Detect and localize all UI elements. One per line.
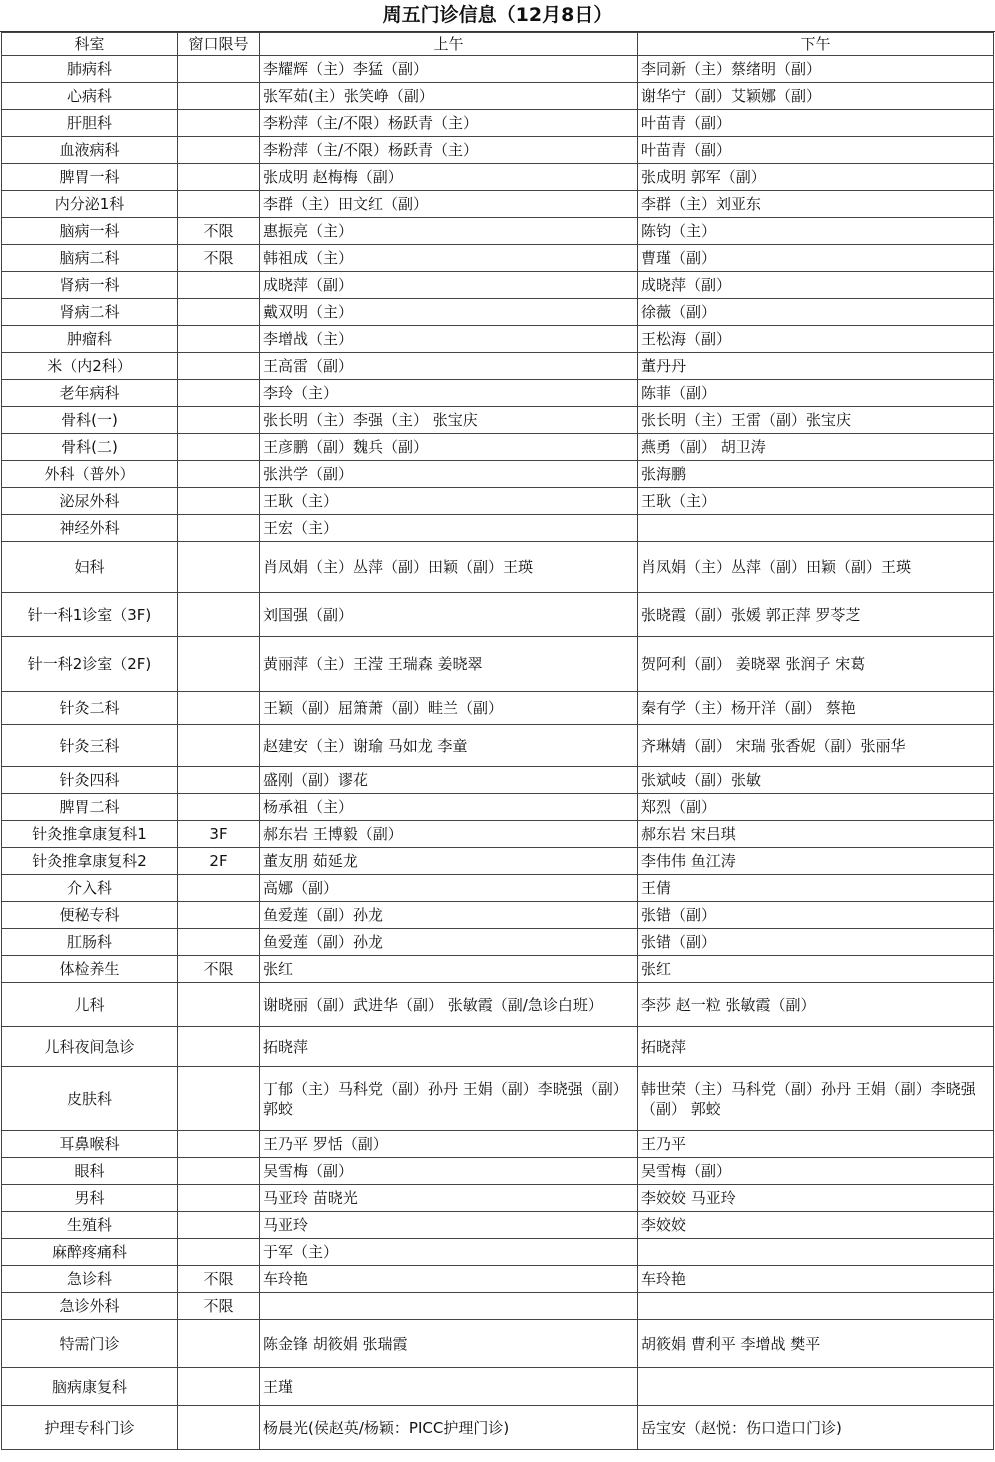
morning-cell: 高娜（副）	[260, 875, 638, 902]
table-row	[2, 110, 994, 137]
department-cell: 骨科(一)	[2, 407, 178, 434]
morning-cell: 张洪学（副）	[260, 461, 638, 488]
table-row	[2, 353, 994, 380]
window-limit-cell	[178, 1406, 260, 1450]
department-cell: 特需门诊	[2, 1320, 178, 1368]
window-limit-cell	[178, 1212, 260, 1239]
afternoon-cell: 王耿（主）	[638, 488, 994, 515]
department-cell: 内分泌1科	[2, 191, 178, 218]
afternoon-cell: 李伟伟 鱼江涛	[638, 848, 994, 875]
afternoon-cell	[638, 515, 994, 542]
table-row	[2, 137, 994, 164]
department-cell: 眼科	[2, 1158, 178, 1185]
table-row	[2, 1368, 994, 1406]
header-row	[2, 33, 994, 56]
afternoon-cell: 曹瑾（副）	[638, 245, 994, 272]
window-limit-cell: 不限	[178, 245, 260, 272]
department-cell: 男科	[2, 1185, 178, 1212]
department-cell: 泌尿外科	[2, 488, 178, 515]
afternoon-cell: 张错（副）	[638, 902, 994, 929]
department-cell: 儿科夜间急诊	[2, 1027, 178, 1067]
morning-cell: 车玲艳	[260, 1266, 638, 1293]
table-row	[2, 725, 994, 767]
department-cell: 肛肠科	[2, 929, 178, 956]
table-row	[2, 56, 994, 83]
afternoon-cell: 董丹丹	[638, 353, 994, 380]
afternoon-cell: 秦有学（主）杨开洋（副） 蔡艳	[638, 692, 994, 725]
morning-cell: 戴双明（主）	[260, 299, 638, 326]
department-cell: 骨科(二)	[2, 434, 178, 461]
table-row	[2, 848, 994, 875]
table-row	[2, 434, 994, 461]
table-row	[2, 593, 994, 637]
table-row	[2, 488, 994, 515]
window-limit-cell	[178, 929, 260, 956]
window-limit-cell: 3F	[178, 821, 260, 848]
morning-cell: 丁郁（主）马科党（副）孙丹 王娟（副）李晓强（副） 郭蛟	[260, 1067, 638, 1131]
table-row	[2, 1212, 994, 1239]
table-row	[2, 767, 994, 794]
morning-cell: 拓晓萍	[260, 1027, 638, 1067]
afternoon-cell: 郑烈（副）	[638, 794, 994, 821]
table-row	[2, 1266, 994, 1293]
department-cell: 急诊科	[2, 1266, 178, 1293]
window-limit-cell	[178, 983, 260, 1027]
afternoon-cell: 徐薇（副）	[638, 299, 994, 326]
window-limit-cell	[178, 272, 260, 299]
morning-cell: 张军茹(主）张笑峥（副）	[260, 83, 638, 110]
window-limit-cell: 不限	[178, 1293, 260, 1320]
window-limit-cell	[178, 593, 260, 637]
department-cell: 体检养生	[2, 956, 178, 983]
window-limit-cell	[178, 83, 260, 110]
afternoon-cell: 韩世荣（主）马科党（副）孙丹 王娟（副）李晓强（副） 郭蛟	[638, 1067, 994, 1131]
table-row	[2, 164, 994, 191]
department-cell: 外科（普外）	[2, 461, 178, 488]
afternoon-cell: 张成明 郭军（副）	[638, 164, 994, 191]
header-department: 科室	[2, 33, 178, 56]
table-row	[2, 929, 994, 956]
morning-cell	[260, 1293, 638, 1320]
afternoon-cell: 陈钧（主）	[638, 218, 994, 245]
department-cell: 脑病一科	[2, 218, 178, 245]
morning-cell: 张红	[260, 956, 638, 983]
morning-cell: 王颖（副）屈箫萧（副）畦兰（副）	[260, 692, 638, 725]
morning-cell: 鱼爱莲（副）孙龙	[260, 902, 638, 929]
morning-cell: 于军（主）	[260, 1239, 638, 1266]
afternoon-cell: 谢华宁（副）艾颖娜（副）	[638, 83, 994, 110]
window-limit-cell	[178, 56, 260, 83]
afternoon-cell: 陈菲（副）	[638, 380, 994, 407]
morning-cell: 肖凤娟（主）丛萍（副）田颖（副）王瑛	[260, 542, 638, 593]
department-cell: 肾病二科	[2, 299, 178, 326]
window-limit-cell	[178, 767, 260, 794]
afternoon-cell: 齐琳婧（副） 宋瑞 张香妮（副）张丽华	[638, 725, 994, 767]
table-row	[2, 902, 994, 929]
morning-cell: 王耿（主）	[260, 488, 638, 515]
morning-cell: 黄丽萍（主）王滢 王瑞森 姜晓翠	[260, 637, 638, 692]
schedule-body	[2, 56, 994, 1450]
morning-cell: 鱼爱莲（副）孙龙	[260, 929, 638, 956]
table-row	[2, 637, 994, 692]
table-row	[2, 326, 994, 353]
morning-cell: 杨承祖（主）	[260, 794, 638, 821]
window-limit-cell	[178, 1067, 260, 1131]
afternoon-cell: 肖凤娟（主）丛萍（副）田颖（副）王瑛	[638, 542, 994, 593]
morning-cell: 王高雷（副）	[260, 353, 638, 380]
morning-cell: 王宏（主）	[260, 515, 638, 542]
afternoon-cell: 李同新（主）蔡绪明（副）	[638, 56, 994, 83]
window-limit-cell	[178, 299, 260, 326]
table-row	[2, 875, 994, 902]
department-cell: 便秘专科	[2, 902, 178, 929]
morning-cell: 盛刚（副）谬花	[260, 767, 638, 794]
schedule-table	[1, 32, 994, 1450]
header-afternoon: 下午	[638, 33, 994, 56]
afternoon-cell: 叶苗青（副）	[638, 137, 994, 164]
afternoon-cell: 张错（副）	[638, 929, 994, 956]
window-limit-cell	[178, 875, 260, 902]
department-cell: 米（内2科）	[2, 353, 178, 380]
window-limit-cell	[178, 1131, 260, 1158]
afternoon-cell: 吴雪梅（副）	[638, 1158, 994, 1185]
department-cell: 生殖科	[2, 1212, 178, 1239]
table-row	[2, 299, 994, 326]
afternoon-cell: 叶苗青（副）	[638, 110, 994, 137]
morning-cell: 郝东岩 王博毅（副）	[260, 821, 638, 848]
morning-cell: 韩祖成（主）	[260, 245, 638, 272]
department-cell: 肺病科	[2, 56, 178, 83]
table-row	[2, 83, 994, 110]
table-row	[2, 380, 994, 407]
morning-cell: 刘国强（副）	[260, 593, 638, 637]
department-cell: 脾胃一科	[2, 164, 178, 191]
window-limit-cell	[178, 515, 260, 542]
table-row	[2, 1067, 994, 1131]
table-row	[2, 515, 994, 542]
afternoon-cell: 车玲艳	[638, 1266, 994, 1293]
window-limit-cell	[178, 164, 260, 191]
window-limit-cell	[178, 461, 260, 488]
afternoon-cell: 王倩	[638, 875, 994, 902]
window-limit-cell	[178, 637, 260, 692]
table-row	[2, 821, 994, 848]
department-cell: 针灸二科	[2, 692, 178, 725]
table-row	[2, 245, 994, 272]
window-limit-cell	[178, 1027, 260, 1067]
window-limit-cell	[178, 380, 260, 407]
table-row	[2, 1406, 994, 1450]
department-cell: 心病科	[2, 83, 178, 110]
afternoon-cell: 王松海（副）	[638, 326, 994, 353]
afternoon-cell: 燕勇（副） 胡卫涛	[638, 434, 994, 461]
morning-cell: 王乃平 罗恬（副）	[260, 1131, 638, 1158]
window-limit-cell	[178, 1185, 260, 1212]
department-cell: 血液病科	[2, 137, 178, 164]
department-cell: 脾胃二科	[2, 794, 178, 821]
afternoon-cell: 张长明（主）王雷（副）张宝庆	[638, 407, 994, 434]
window-limit-cell	[178, 902, 260, 929]
morning-cell: 赵建安（主）谢瑜 马如龙 李童	[260, 725, 638, 767]
window-limit-cell	[178, 353, 260, 380]
afternoon-cell: 张晓霞（副）张媛 郭正萍 罗苓芝	[638, 593, 994, 637]
department-cell: 皮肤科	[2, 1067, 178, 1131]
window-limit-cell	[178, 326, 260, 353]
department-cell: 脑病二科	[2, 245, 178, 272]
table-row	[2, 1185, 994, 1212]
morning-cell: 董友朋 茹延龙	[260, 848, 638, 875]
department-cell: 针灸三科	[2, 725, 178, 767]
department-cell: 耳鼻喉科	[2, 1131, 178, 1158]
afternoon-cell	[638, 1293, 994, 1320]
window-limit-cell	[178, 137, 260, 164]
department-cell: 介入科	[2, 875, 178, 902]
window-limit-cell: 不限	[178, 956, 260, 983]
afternoon-cell: 李群（主）刘亚东	[638, 191, 994, 218]
department-cell: 神经外科	[2, 515, 178, 542]
morning-cell: 张成明 赵梅梅（副）	[260, 164, 638, 191]
header-morning: 上午	[260, 33, 638, 56]
page-title: 周五门诊信息（12月8日）	[0, 0, 995, 32]
department-cell: 针灸推拿康复科1	[2, 821, 178, 848]
department-cell: 护理专科门诊	[2, 1406, 178, 1450]
department-cell: 急诊外科	[2, 1293, 178, 1320]
afternoon-cell: 拓晓萍	[638, 1027, 994, 1067]
morning-cell: 马亚玲 苗晓光	[260, 1185, 638, 1212]
morning-cell: 马亚玲	[260, 1212, 638, 1239]
morning-cell: 李玲（主）	[260, 380, 638, 407]
morning-cell: 成晓萍（副）	[260, 272, 638, 299]
morning-cell: 李粉萍（主/不限）杨跃青（主）	[260, 137, 638, 164]
afternoon-cell: 张红	[638, 956, 994, 983]
table-row	[2, 1239, 994, 1266]
morning-cell: 杨晨光(侯赵英/杨颖：PICC护理门诊)	[260, 1406, 638, 1450]
table-row	[2, 1293, 994, 1320]
table-row	[2, 1158, 994, 1185]
window-limit-cell	[178, 407, 260, 434]
table-row	[2, 218, 994, 245]
department-cell: 妇科	[2, 542, 178, 593]
department-cell: 针灸四科	[2, 767, 178, 794]
afternoon-cell: 贺阿利（副） 姜晓翠 张润子 宋葛	[638, 637, 994, 692]
window-limit-cell	[178, 725, 260, 767]
morning-cell: 李增战（主）	[260, 326, 638, 353]
afternoon-cell: 王乃平	[638, 1131, 994, 1158]
table-row	[2, 956, 994, 983]
table-row	[2, 1131, 994, 1158]
window-limit-cell	[178, 191, 260, 218]
window-limit-cell	[178, 1239, 260, 1266]
window-limit-cell	[178, 1368, 260, 1406]
department-cell: 肿瘤科	[2, 326, 178, 353]
window-limit-cell	[178, 692, 260, 725]
window-limit-cell	[178, 1320, 260, 1368]
department-cell: 麻醉疼痛科	[2, 1239, 178, 1266]
department-cell: 针一科2诊室（2F)	[2, 637, 178, 692]
table-row	[2, 407, 994, 434]
afternoon-cell: 张海鹏	[638, 461, 994, 488]
department-cell: 脑病康复科	[2, 1368, 178, 1406]
window-limit-cell	[178, 434, 260, 461]
morning-cell: 陈金锋 胡筱娟 张瑞霞	[260, 1320, 638, 1368]
department-cell: 老年病科	[2, 380, 178, 407]
header-window-limit: 窗口限号	[178, 33, 260, 56]
morning-cell: 李粉萍（主/不限）杨跃青（主）	[260, 110, 638, 137]
table-row	[2, 692, 994, 725]
window-limit-cell: 2F	[178, 848, 260, 875]
morning-cell: 惠振亮（主）	[260, 218, 638, 245]
table-row	[2, 272, 994, 299]
morning-cell: 王瑾	[260, 1368, 638, 1406]
morning-cell: 张长明（主）李强（主） 张宝庆	[260, 407, 638, 434]
window-limit-cell	[178, 488, 260, 515]
window-limit-cell: 不限	[178, 1266, 260, 1293]
afternoon-cell: 郝东岩 宋吕琪	[638, 821, 994, 848]
afternoon-cell: 岳宝安（赵悦：伤口造口门诊)	[638, 1406, 994, 1450]
department-cell: 针灸推拿康复科2	[2, 848, 178, 875]
window-limit-cell	[178, 1158, 260, 1185]
afternoon-cell: 成晓萍（副）	[638, 272, 994, 299]
table-row	[2, 794, 994, 821]
morning-cell: 李群（主）田文红（副）	[260, 191, 638, 218]
afternoon-cell: 李姣姣 马亚玲	[638, 1185, 994, 1212]
afternoon-cell: 李莎 赵一粒 张敏霞（副）	[638, 983, 994, 1027]
table-row	[2, 542, 994, 593]
table-row	[2, 461, 994, 488]
afternoon-cell: 李姣姣	[638, 1212, 994, 1239]
morning-cell: 王彦鹏（副）魏兵（副）	[260, 434, 638, 461]
morning-cell: 吴雪梅（副）	[260, 1158, 638, 1185]
afternoon-cell	[638, 1368, 994, 1406]
morning-cell: 谢晓丽（副）武进华（副） 张敏霞（副/急诊白班）	[260, 983, 638, 1027]
afternoon-cell: 张斌岐（副）张敏	[638, 767, 994, 794]
department-cell: 儿科	[2, 983, 178, 1027]
window-limit-cell	[178, 794, 260, 821]
morning-cell: 李耀辉（主）李猛（副）	[260, 56, 638, 83]
window-limit-cell	[178, 542, 260, 593]
afternoon-cell: 胡筱娟 曹利平 李增战 樊平	[638, 1320, 994, 1368]
department-cell: 肾病一科	[2, 272, 178, 299]
window-limit-cell	[178, 110, 260, 137]
afternoon-cell	[638, 1239, 994, 1266]
table-row	[2, 1320, 994, 1368]
table-row	[2, 1027, 994, 1067]
window-limit-cell: 不限	[178, 218, 260, 245]
department-cell: 肝胆科	[2, 110, 178, 137]
table-row	[2, 191, 994, 218]
department-cell: 针一科1诊室（3F)	[2, 593, 178, 637]
table-row	[2, 983, 994, 1027]
